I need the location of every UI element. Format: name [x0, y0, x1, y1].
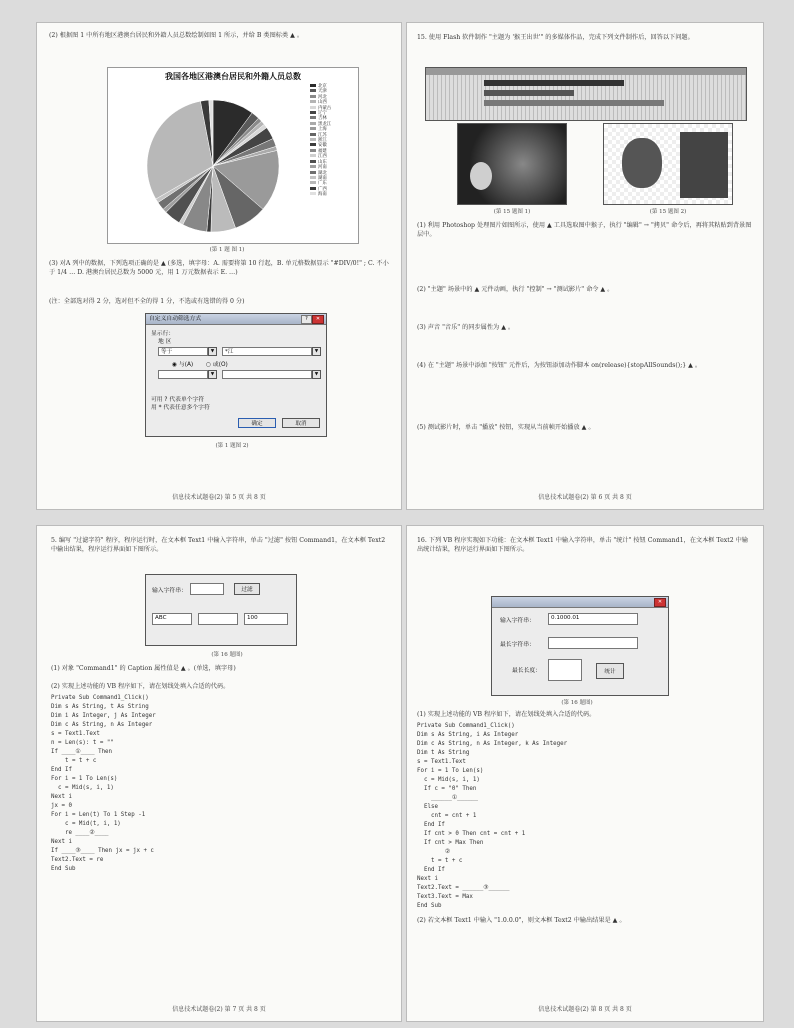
code-listing: [51, 694, 387, 874]
ok-button[interactable]: 确定: [238, 418, 276, 428]
legend-swatch: [310, 165, 316, 168]
code-line: If cnt > Max Then: [417, 840, 484, 846]
legend-label: 辽宁: [318, 111, 327, 117]
code-line: Private Sub Command1_Click(): [51, 695, 149, 701]
code-line: t = t + c: [51, 758, 97, 764]
legend-label: 广西: [318, 186, 327, 192]
question-text: (2) 实现上述功能的 VB 程序如下，请在划线处填入合适的代码。: [51, 683, 230, 690]
exam-page-8: [406, 525, 764, 1022]
code-line: Dim s As String, t As String: [51, 704, 149, 710]
legend-label: 内蒙古: [318, 105, 332, 111]
legend-label: 广东: [318, 181, 327, 187]
monkey-sprite-image: [603, 123, 733, 205]
figure-caption: (第 16 题图): [561, 700, 593, 706]
figure-caption: (第 15 题图 2): [649, 209, 687, 215]
hint-text: 用 * 代表任意多个字符: [151, 405, 210, 411]
timeline-header: [426, 68, 746, 75]
question-text: (1) 对象 "Command1" 的 Caption 属性值是 ▲ 。(单选，填字母): [51, 665, 236, 672]
code-line: Private Sub Command1_Click(): [417, 723, 515, 729]
code-line: Text2.Text = ______③______: [417, 885, 510, 891]
legend-label: 吉林: [318, 116, 327, 122]
legend-label: 海南: [318, 192, 327, 198]
legend-swatch: [310, 111, 316, 114]
operator-select[interactable]: 等于: [158, 347, 208, 356]
exam-page-7: [36, 525, 402, 1022]
page-footer: 信息技术试题卷(2) 第 6 页 共 8 页: [538, 494, 632, 501]
question-text: (1) 实现上述功能的 VB 程序如下，请在划线处填入合适的代码。: [417, 711, 596, 718]
legend-swatch: [310, 84, 316, 87]
legend-label: 安徽: [318, 143, 327, 149]
legend-swatch: [310, 138, 316, 141]
page-footer: 信息技术试题卷(2) 第 7 页 共 8 页: [172, 1006, 266, 1013]
code-line: c = Mid(s, i, 1): [51, 785, 114, 791]
legend-label: 天津: [318, 89, 327, 95]
code-line: jx = 0: [51, 803, 72, 809]
code-line: s = Text1.Text: [51, 731, 100, 737]
text1-input[interactable]: [190, 583, 224, 595]
legend-swatch: [310, 133, 316, 136]
question-text: (4) 在 "主题" 场景中添加 "按钮" 元件后，为按钮添加动作脚本 on(release){stopAllSounds();} ▲ 。: [417, 362, 702, 369]
or-radio[interactable]: ○ 或(O): [206, 362, 228, 368]
legend-swatch: [310, 160, 316, 163]
layers-panel: [680, 132, 728, 198]
code-line: End If: [51, 767, 72, 773]
legend-swatch: [310, 149, 316, 152]
filter-dialog: [145, 313, 327, 437]
input-label: 输入字符串：: [152, 588, 187, 594]
code-line: Else: [417, 804, 438, 810]
chart-title: 我国各地区港澳台居民和外籍人员总数: [165, 72, 301, 81]
filter-button[interactable]: 过滤: [234, 583, 260, 595]
input-label: 输入字符串：: [500, 618, 535, 624]
question-text: (2) 根据图 1 中所有地区港澳台居民和外籍人员总数绘制如图 1 所示，并给 B 类图标类 ▲ 。: [49, 32, 304, 39]
code-listing: [417, 722, 753, 911]
flash-timeline-image: [425, 67, 747, 121]
code-line: If ____③____ Then jx = jx + c: [51, 848, 154, 854]
timeline-layer: [484, 80, 624, 86]
legend-label: 湖北: [318, 170, 327, 176]
help-button[interactable]: ?: [301, 315, 312, 324]
output-field-2[interactable]: [198, 613, 238, 625]
question-text: (2) "主题" 场景中的 ▲ 元件动画，执行 "控制" → "测试影片" 命令 ▲ 。: [417, 286, 614, 293]
code-line: For i = Len(t) To 1 Step -1: [51, 812, 146, 818]
exam-page-5: [36, 22, 402, 510]
close-button[interactable]: ✕: [312, 315, 324, 324]
page-footer: 信息技术试题卷(2) 第 5 页 共 8 页: [172, 494, 266, 501]
code-line: End If: [417, 867, 445, 873]
legend-label: 江苏: [318, 132, 327, 138]
code-line: c = Mid(t, i, 1): [51, 821, 121, 827]
code-line: For i = 1 To Len(s): [51, 776, 118, 782]
figure-caption: (第 1 题 图 1): [209, 247, 245, 253]
exam-page-6: [406, 22, 764, 510]
legend-swatch: [310, 89, 316, 92]
text1-input[interactable]: 0.1000.01: [548, 613, 638, 625]
code-line: Dim t As String: [417, 750, 470, 756]
and-label: 与(A): [178, 362, 194, 368]
monkey-head: [622, 138, 662, 188]
timeline-layer: [484, 100, 664, 106]
vb-count-form: [491, 596, 669, 696]
close-button[interactable]: ✕: [654, 598, 666, 607]
text3-output[interactable]: [548, 659, 582, 681]
code-line: Dim s As String, i As Integer: [417, 732, 519, 738]
legend-swatch: [310, 143, 316, 146]
legend-label: 江西: [318, 154, 327, 160]
code-line: End If: [417, 822, 445, 828]
legend-label: 山东: [318, 159, 327, 165]
code-line: If ____①____ Then: [51, 749, 113, 755]
legend-label: 上海: [318, 127, 327, 133]
code-line: Next i: [51, 794, 72, 800]
legend-label: 浙江: [318, 138, 327, 144]
code-line: ______①______: [417, 795, 479, 801]
text2-output[interactable]: [548, 637, 638, 649]
code-line: Dim c As String, n As Integer, k As Integer: [417, 741, 568, 747]
dialog-title: 自定义自动筛选方式: [146, 314, 326, 325]
chevron-down-icon[interactable]: ▼: [312, 370, 321, 379]
hint-text: 可用 ? 代表单个字符: [151, 397, 205, 403]
code-line: c = Mid(s, i, 1): [417, 777, 480, 783]
legend-swatch: [310, 176, 316, 179]
form-title-bar: [492, 597, 668, 608]
question-text: 5. 编写 "过滤字符" 程序，程序运行时，在文本框 Text1 中输入字符串，单击 "过滤" 按钮 Command1，在文本框 Text2 中输出结果，程序运行界面如下图所示。: [51, 537, 386, 553]
code-line: Next i: [51, 839, 72, 845]
question-text: (2) 若文本框 Text1 中输入 "1.0.0.0"，则文本框 Text2 中输出结果是 ▲ 。: [417, 917, 626, 924]
code-line: Next i: [417, 876, 438, 882]
jungle-scene-image: [457, 123, 567, 205]
legend-swatch: [310, 192, 316, 195]
figure-caption: (第 15 题图 1): [493, 209, 531, 215]
legend-swatch: [310, 122, 316, 125]
legend-swatch: [310, 187, 316, 190]
vb-filter-form: [145, 574, 297, 646]
code-line: Text2.Text = re: [51, 857, 104, 863]
code-line: cnt = cnt + 1: [417, 813, 477, 819]
code-line: Text3.Text = Max: [417, 894, 473, 900]
question-text: (3) 声音 "音乐" 的同步属性为 ▲ 。: [417, 324, 515, 331]
value-input-2[interactable]: [222, 370, 312, 379]
legend-swatch: [310, 95, 316, 98]
legend-swatch: [310, 100, 316, 103]
monkey-figure: [470, 162, 492, 190]
code-line: ②: [417, 849, 451, 855]
code-line: If c = "0" Then: [417, 786, 477, 792]
operator-select-2[interactable]: [158, 370, 208, 379]
code-line: For i = 1 To Len(s): [417, 768, 484, 774]
code-line: s = Text1.Text: [417, 759, 466, 765]
code-line: t = t + c: [417, 858, 463, 864]
show-rows-label: 显示行：: [151, 331, 175, 337]
and-radio[interactable]: ◉ 与(A): [172, 362, 194, 368]
legend-swatch: [310, 116, 316, 119]
code-line: Dim c As String, n As Integer: [51, 722, 153, 728]
legend-label: 福建: [318, 148, 327, 154]
legend-label: 北京: [318, 84, 327, 89]
question-text: (3) 对A 列中的数据，下列选项正确的是 ▲ (多选，填字母：A. 需要将第 10 行起，B. 单元格数据显示 "#DIV/0!" ; C. 不小于 1/4 … D. 港澳台居民总数为 5000 元，用 1 万元数据表示 E. …): [49, 260, 389, 276]
pie-chart: [107, 67, 359, 244]
legend-label: 河北: [318, 94, 327, 100]
code-line: re ____②____: [51, 830, 109, 836]
chart-legend: [310, 84, 350, 198]
note-text: (注：全部选对得 2 分，选对但不全的得 1 分，不选或有选错的得 0 分): [49, 298, 245, 305]
output-field-1[interactable]: ABC: [152, 613, 192, 625]
code-line: n = Len(s): t = "": [51, 740, 114, 746]
code-line: End Sub: [417, 903, 442, 909]
or-label: 或(O): [212, 362, 228, 368]
legend-item: [310, 192, 350, 197]
field-label: 地 区: [158, 339, 172, 345]
legend-swatch: [310, 171, 316, 174]
code-line: End Sub: [51, 866, 76, 872]
legend-swatch: [310, 106, 316, 109]
longest-label: 最长字符串：: [500, 642, 535, 648]
chevron-down-icon[interactable]: ▼: [208, 370, 217, 379]
length-label: 最长长度：: [512, 668, 541, 674]
legend-label: 黑龙江: [318, 121, 332, 127]
legend-label: 山西: [318, 100, 327, 106]
figure-caption: (第 1 题图 2): [215, 443, 249, 449]
figure-caption: (第 16 题图): [211, 652, 243, 658]
chevron-down-icon[interactable]: ▼: [312, 347, 321, 356]
question-text: (5) 测试影片时，单击 "播放" 按钮，实现从当前帧开始播放 ▲ 。: [417, 424, 595, 431]
legend-swatch: [310, 127, 316, 130]
question-text: (1) 利用 Photoshop 处理图片如图所示，使用 ▲ 工具选取图中猴子，执行 "编辑" → "拷贝" 命令后，再将其粘贴到背景图层中。: [417, 222, 752, 238]
timeline-layer: [484, 90, 574, 96]
question-text: 15. 使用 Flash 软件制作 "主题为 '猴王出世'" 的多媒体作品，完成下列文件制作后，回答以下问题。: [417, 34, 694, 41]
output-field-3[interactable]: 100: [244, 613, 288, 625]
legend-swatch: [310, 154, 316, 157]
legend-swatch: [310, 181, 316, 184]
chevron-down-icon[interactable]: ▼: [208, 347, 217, 356]
page-footer: 信息技术试题卷(2) 第 8 页 共 8 页: [538, 1006, 632, 1013]
legend-label: 湖南: [318, 175, 327, 181]
question-text: 16. 下列 VB 程序实现如下功能：在文本框 Text1 中输入字符串，单击 "统计" 按钮 Command1，在文本框 Text2 中输出统计结果，程序运行界面如下图所示。: [417, 537, 748, 553]
value-input[interactable]: *江: [222, 347, 312, 356]
code-line: If cnt > 0 Then cnt = cnt + 1: [417, 831, 526, 837]
legend-label: 河南: [318, 165, 327, 171]
code-line: Dim i As Integer, j As Integer: [51, 713, 156, 719]
cancel-button[interactable]: 取消: [282, 418, 320, 428]
count-button[interactable]: 统计: [596, 663, 624, 679]
